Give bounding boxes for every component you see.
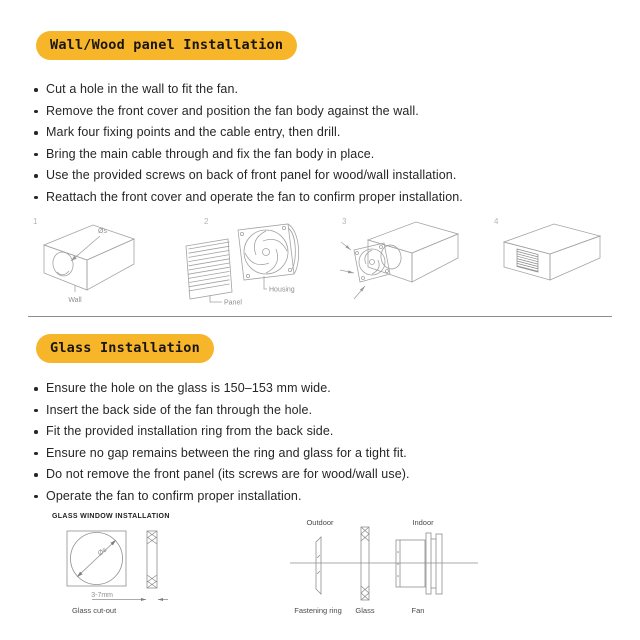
figure-number: 2 [204,217,209,226]
wall-instruction-item: Cut a hole in the wall to fit the fan. [33,79,463,101]
figure-wall-step4 [492,212,612,302]
glass-instruction-item: Operate the fan to confirm proper installation. [33,486,410,508]
glass-cutout-caption: Glass cut-out [72,606,117,615]
wall-section-title: Wall/Wood panel Installation [36,31,297,60]
panel-label: Panel [224,299,242,307]
glass-assembly-figure [285,514,485,616]
figure-wall-step2 [174,212,309,308]
wall-instruction-list [33,79,463,208]
indoor-label: Indoor [412,518,434,527]
glass-instruction-item: Ensure the hole on the glass is 150–153 mm wide. [33,378,410,400]
figure-wall-step3 [338,212,463,307]
wall-instruction-item: Mark four fixing points and the cable entry, then drill. [33,122,463,144]
glass-instruction-list [33,378,410,507]
glass-cutout-figure-title: GLASS WINDOW INSTALLATION [52,513,170,520]
outdoor-label: Outdoor [306,518,334,527]
fan-label: Fan [411,606,425,615]
fastening-ring-label: Fastening ring [294,606,342,615]
figure-wall-step1 [30,212,145,307]
hole-diameter-label: Øs [98,228,107,235]
section-divider [28,316,612,317]
figure-number: 3 [342,217,347,226]
wall-instruction-item: Remove the front cover and position the fan body against the wall. [33,101,463,123]
wall-figures-row [30,212,612,308]
glass-cutout-drawing [50,523,190,615]
glass-instruction-item: Do not remove the front panel (its screws are for wood/wall use). [33,464,410,486]
glass-section-title: Glass Installation [36,334,214,363]
glass-instruction-item: Fit the provided installation ring from the back side. [33,421,410,443]
housing-label: Housing [269,286,295,294]
figure-number: 4 [494,217,499,226]
wall-instruction-item: Use the provided screws on back of front panel for wood/wall installation. [33,165,463,187]
wall-label: Wall [68,297,82,304]
cutout-diameter-label: Øs [96,546,109,558]
glass-label: Glass [355,606,375,615]
wall-instruction-item: Bring the main cable through and fix the fan body in place. [33,144,463,166]
glass-instruction-item: Ensure no gap remains between the ring and glass for a tight fit. [33,443,410,465]
glass-cutout-figure [50,513,190,615]
figure-number: 1 [33,217,38,226]
glass-assembly-drawing [285,514,485,616]
glass-thickness-label: 3-7mm [91,592,113,599]
wall-instruction-item: Reattach the front cover and operate the fan to confirm proper installation. [33,187,463,209]
glass-instruction-item: Insert the back side of the fan through the hole. [33,400,410,422]
